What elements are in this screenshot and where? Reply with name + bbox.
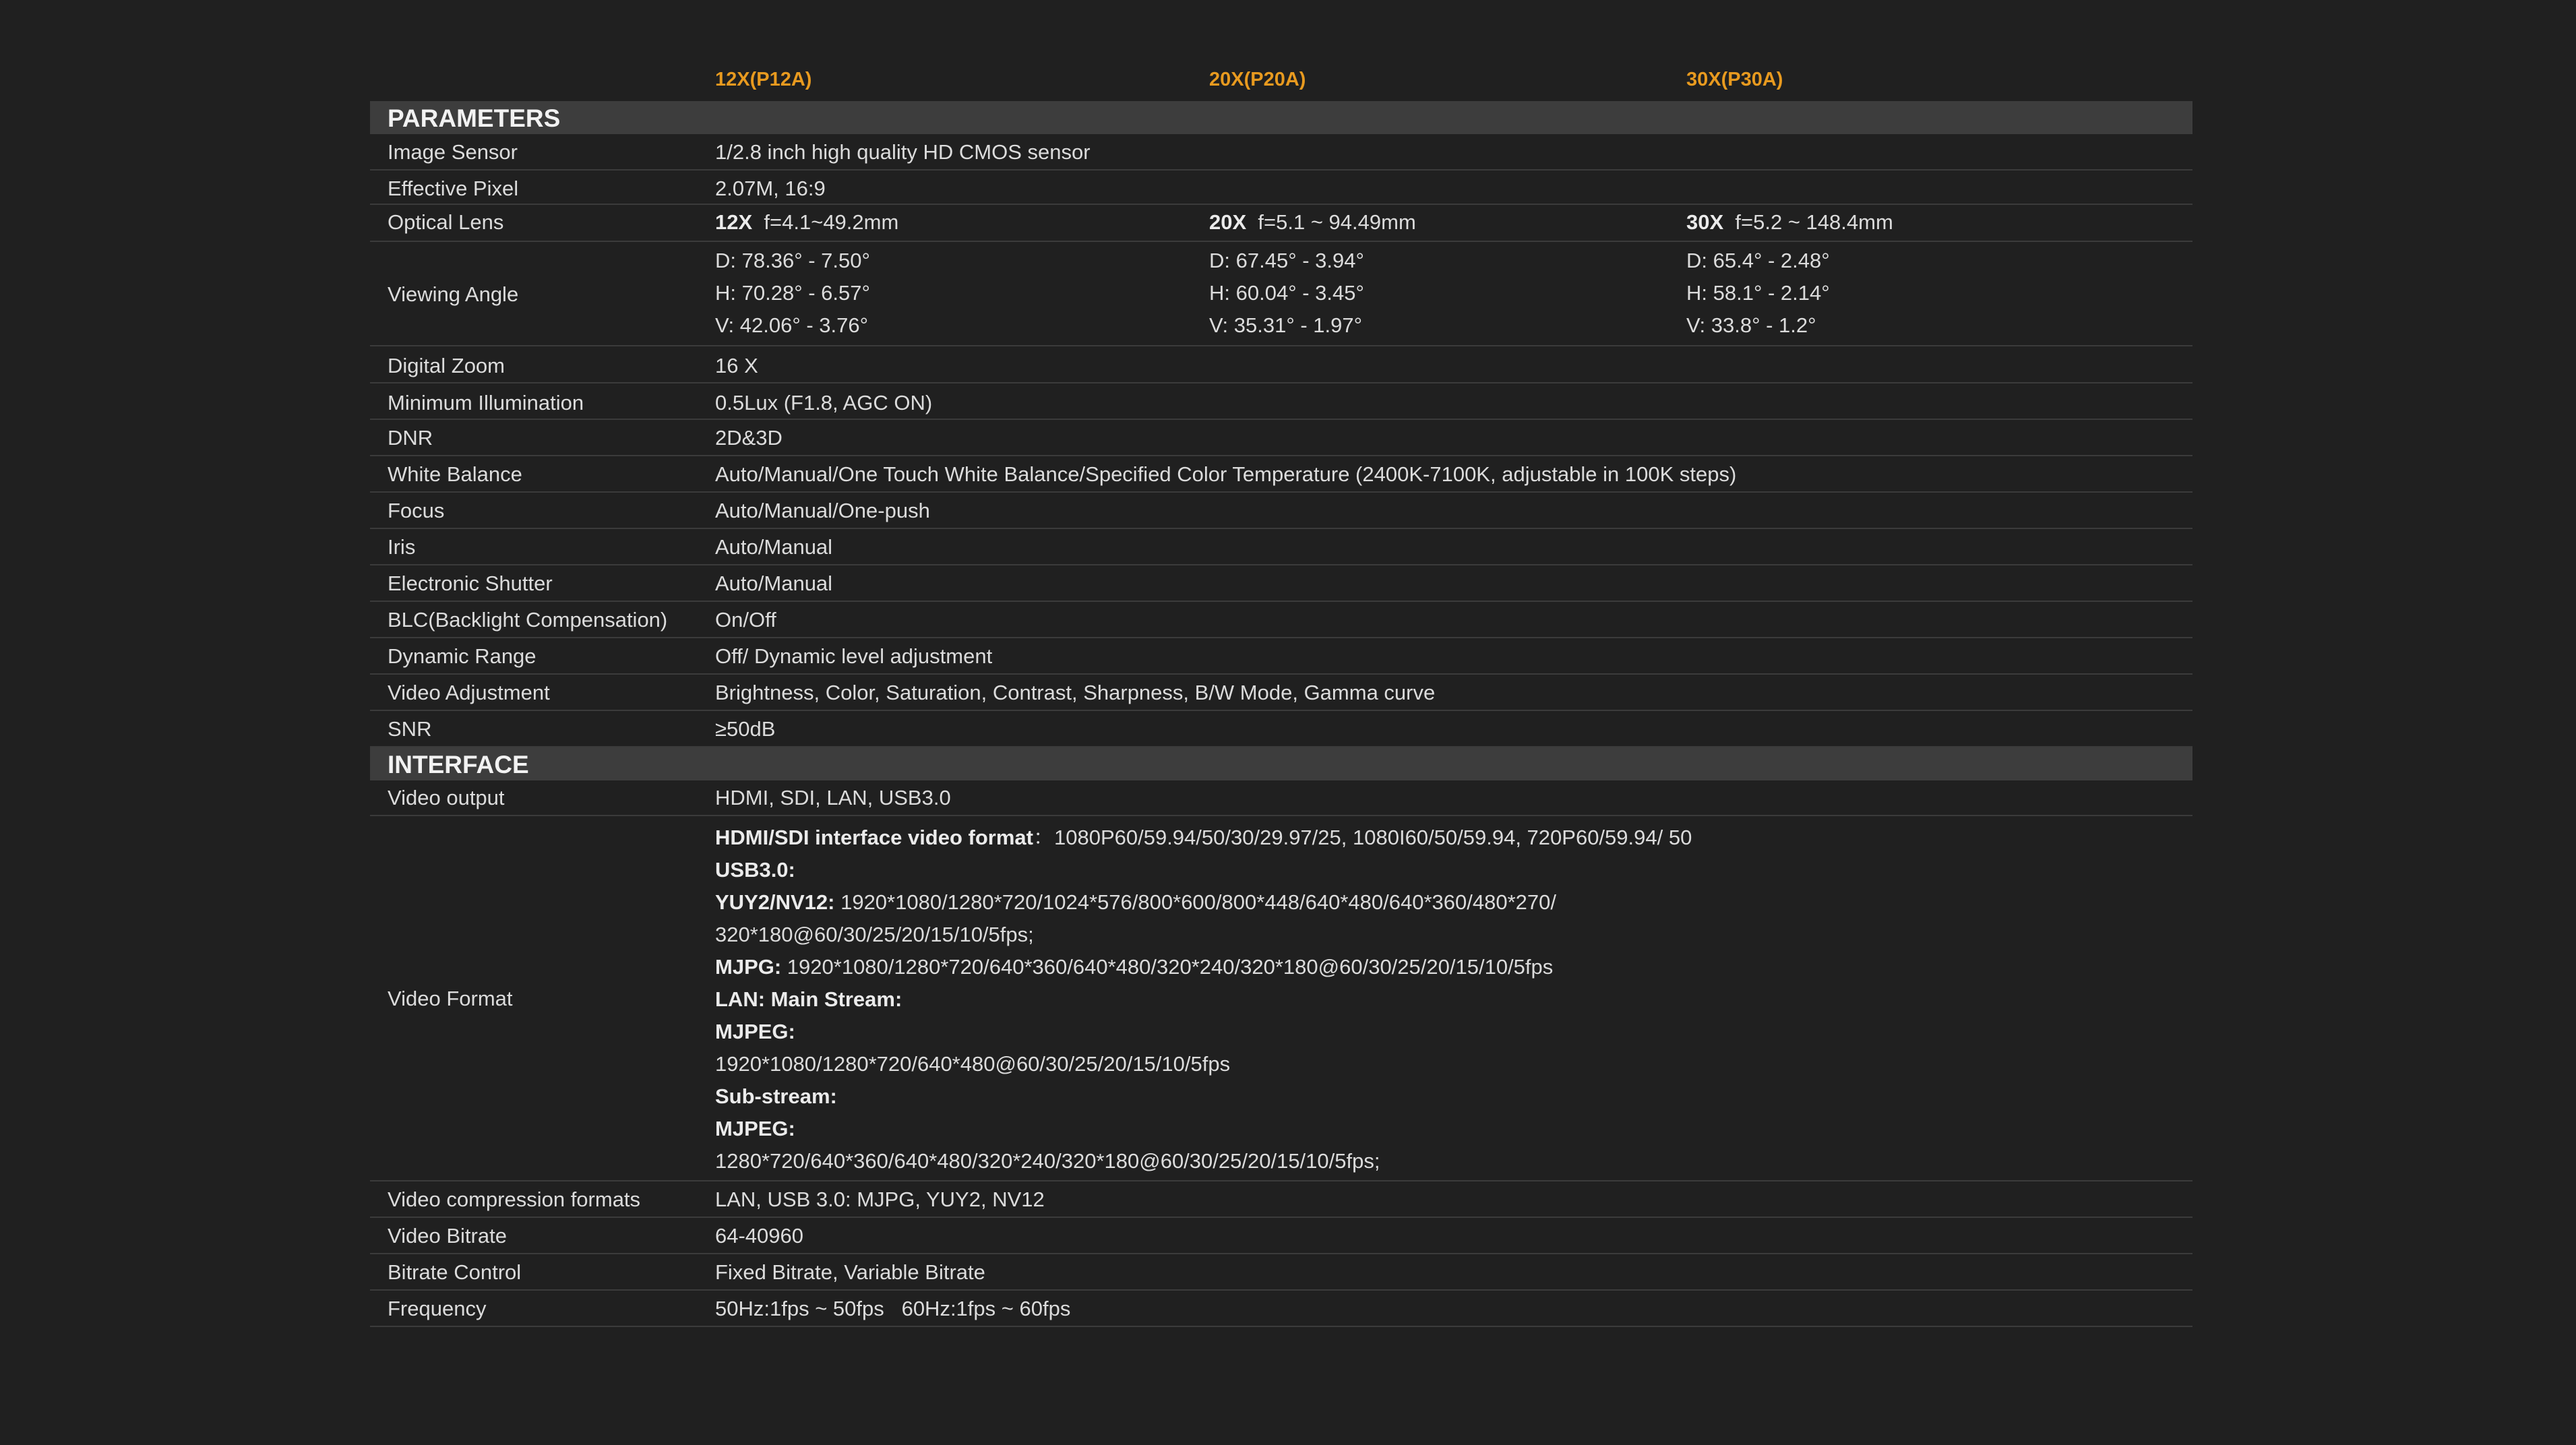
video-format-details xyxy=(715,822,1692,1177)
row-value: Auto/Manual/One Touch White Balance/Specified Color Temperature (2400K-7100K, adjustable in 100K steps) xyxy=(715,462,1737,486)
model-1-heading: 12X(P12A) xyxy=(715,69,812,90)
format-heading: Sub-stream: xyxy=(715,1084,837,1108)
viewing-angle-model-3 xyxy=(1686,245,1830,342)
row-label: Video Adjustment xyxy=(388,681,550,704)
angle-vertical: V: 42.06° - 3.76° xyxy=(715,313,869,337)
section-parameters xyxy=(370,101,2192,134)
row-value: On/Off xyxy=(715,608,776,632)
row-video-bitrate xyxy=(370,1218,2192,1254)
row-value: Brightness, Color, Saturation, Contrast, Sharpness, B/W Mode, Gamma curve xyxy=(715,681,1436,704)
row-value: Auto/Manual xyxy=(715,535,833,559)
row-label: Video Format xyxy=(388,987,513,1010)
format-text: ：1080P60/59.94/50/30/29.97/25, 1080I60/50/59.94, 720P60/59.94/ 50 xyxy=(1033,826,1692,849)
row-effective-pixel xyxy=(370,171,2192,205)
row-frequency xyxy=(370,1291,2192,1327)
row-video-output xyxy=(370,780,2192,816)
format-line xyxy=(715,983,1692,1016)
viewing-angle-model-2 xyxy=(1209,245,1364,342)
row-label: Minimum Illumination xyxy=(388,391,584,414)
angle-vertical: V: 33.8° - 1.2° xyxy=(1686,313,1816,337)
row-image-sensor xyxy=(370,134,2192,171)
row-snr xyxy=(370,711,2192,747)
row-focus xyxy=(370,493,2192,529)
format-heading: HDMI/SDI interface video format xyxy=(715,826,1033,849)
format-line xyxy=(715,1113,1692,1145)
viewing-angle-model-1 xyxy=(715,245,870,342)
row-value: 2D&3D xyxy=(715,426,783,450)
lens-model-2 xyxy=(1209,209,1416,236)
format-text: 1920*1080/1280*720/640*480@60/30/25/20/15/10/5fps xyxy=(715,1052,1231,1076)
row-label: Viewing Angle xyxy=(388,282,519,306)
row-value: Auto/Manual xyxy=(715,572,833,595)
row-label: Effective Pixel xyxy=(388,177,519,200)
format-heading: MJPEG: xyxy=(715,1020,795,1043)
format-line xyxy=(715,1048,1692,1080)
angle-horizontal: H: 58.1° - 2.14° xyxy=(1686,281,1830,305)
section-interface xyxy=(370,747,2192,780)
row-label: Electronic Shutter xyxy=(388,572,553,595)
format-line xyxy=(715,1080,1692,1113)
angle-diagonal: D: 78.36° - 7.50° xyxy=(715,249,870,272)
row-label: Video output xyxy=(388,786,505,809)
row-video-format xyxy=(370,816,2192,1181)
angle-horizontal: H: 60.04° - 3.45° xyxy=(1209,281,1364,305)
format-heading: MJPEG: xyxy=(715,1117,795,1140)
lens-focal: f=5.2 ~ 148.4mm xyxy=(1735,210,1893,234)
row-label: Frequency xyxy=(388,1297,487,1320)
row-value: 0.5Lux (F1.8, AGC ON) xyxy=(715,391,933,414)
format-line xyxy=(715,822,1692,854)
format-line xyxy=(715,919,1692,951)
row-label: White Balance xyxy=(388,462,522,486)
row-dynamic-range xyxy=(370,638,2192,675)
format-text: 1920*1080/1280*720/640*360/640*480/320*240/320*180@60/30/25/20/15/10/5fps xyxy=(781,955,1554,979)
row-label: Digital Zoom xyxy=(388,354,505,377)
row-value: HDMI, SDI, LAN, USB3.0 xyxy=(715,786,951,809)
format-heading: USB3.0: xyxy=(715,858,795,882)
lens-focal: f=5.1 ~ 94.49mm xyxy=(1258,210,1416,234)
row-value: 16 X xyxy=(715,354,758,377)
row-label: Video Bitrate xyxy=(388,1224,507,1248)
row-value: LAN, USB 3.0: MJPG, YUY2, NV12 xyxy=(715,1188,1045,1211)
lens-zoom: 30X xyxy=(1686,210,1724,234)
spec-table xyxy=(370,65,2192,1327)
row-white-balance xyxy=(370,456,2192,493)
model-2-heading: 20X(P20A) xyxy=(1209,69,1306,90)
section-title: INTERFACE xyxy=(388,751,529,778)
row-label: Dynamic Range xyxy=(388,644,536,668)
format-heading: MJPG: xyxy=(715,955,782,979)
angle-diagonal: D: 65.4° - 2.48° xyxy=(1686,249,1830,272)
format-text: 320*180@60/30/25/20/15/10/5fps; xyxy=(715,923,1034,946)
format-line xyxy=(715,951,1692,983)
format-heading: YUY2/NV12: xyxy=(715,890,835,914)
row-iris xyxy=(370,529,2192,565)
angle-horizontal: H: 70.28° - 6.57° xyxy=(715,281,870,305)
section-title: PARAMETERS xyxy=(388,104,561,132)
format-text: 1280*720/640*360/640*480/320*240/320*180@60/30/25/20/15/10/5fps; xyxy=(715,1149,1380,1173)
row-video-adjustment xyxy=(370,675,2192,711)
row-bitrate-control xyxy=(370,1254,2192,1291)
row-label: Bitrate Control xyxy=(388,1260,522,1284)
row-value: Auto/Manual/One-push xyxy=(715,499,930,522)
model-header xyxy=(370,65,2192,101)
row-label: BLC(Backlight Compensation) xyxy=(388,608,668,632)
row-value: 2.07M, 16:9 xyxy=(715,177,826,200)
row-dnr xyxy=(370,420,2192,456)
row-value: Off/ Dynamic level adjustment xyxy=(715,644,993,668)
row-value: Fixed Bitrate, Variable Bitrate xyxy=(715,1260,985,1284)
format-text: 1920*1080/1280*720/1024*576/800*600/800*448/640*480/640*360/480*270/ xyxy=(834,890,1557,914)
row-value: 1/2.8 inch high quality HD CMOS sensor xyxy=(715,140,1091,164)
lens-model-3 xyxy=(1686,209,1893,236)
row-electronic-shutter xyxy=(370,565,2192,602)
row-value: 64-40960 xyxy=(715,1224,804,1248)
row-label: Iris xyxy=(388,535,416,559)
row-label: Video compression formats xyxy=(388,1188,641,1211)
row-value: ≥50dB xyxy=(715,717,776,741)
format-heading: LAN: Main Stream: xyxy=(715,987,902,1011)
row-label: DNR xyxy=(388,426,433,450)
row-blc xyxy=(370,602,2192,638)
lens-model-1 xyxy=(715,209,898,236)
row-digital-zoom xyxy=(370,346,2192,383)
format-line xyxy=(715,1145,1692,1177)
lens-zoom: 12X xyxy=(715,210,753,234)
row-label: Image Sensor xyxy=(388,140,518,164)
row-optical-lens xyxy=(370,205,2192,242)
row-value: 50Hz:1fps ~ 50fps 60Hz:1fps ~ 60fps xyxy=(715,1297,1071,1320)
lens-zoom: 20X xyxy=(1209,210,1247,234)
format-line xyxy=(715,1016,1692,1048)
format-line xyxy=(715,886,1692,919)
lens-focal: f=4.1~49.2mm xyxy=(764,210,899,234)
row-minimum-illumination xyxy=(370,383,2192,420)
row-compression-formats xyxy=(370,1181,2192,1218)
row-viewing-angle xyxy=(370,242,2192,346)
model-3-heading: 30X(P30A) xyxy=(1686,69,1783,90)
row-label: SNR xyxy=(388,717,432,741)
row-label: Focus xyxy=(388,499,445,522)
angle-diagonal: D: 67.45° - 3.94° xyxy=(1209,249,1364,272)
format-line xyxy=(715,854,1692,886)
angle-vertical: V: 35.31° - 1.97° xyxy=(1209,313,1363,337)
row-label: Optical Lens xyxy=(388,210,504,234)
